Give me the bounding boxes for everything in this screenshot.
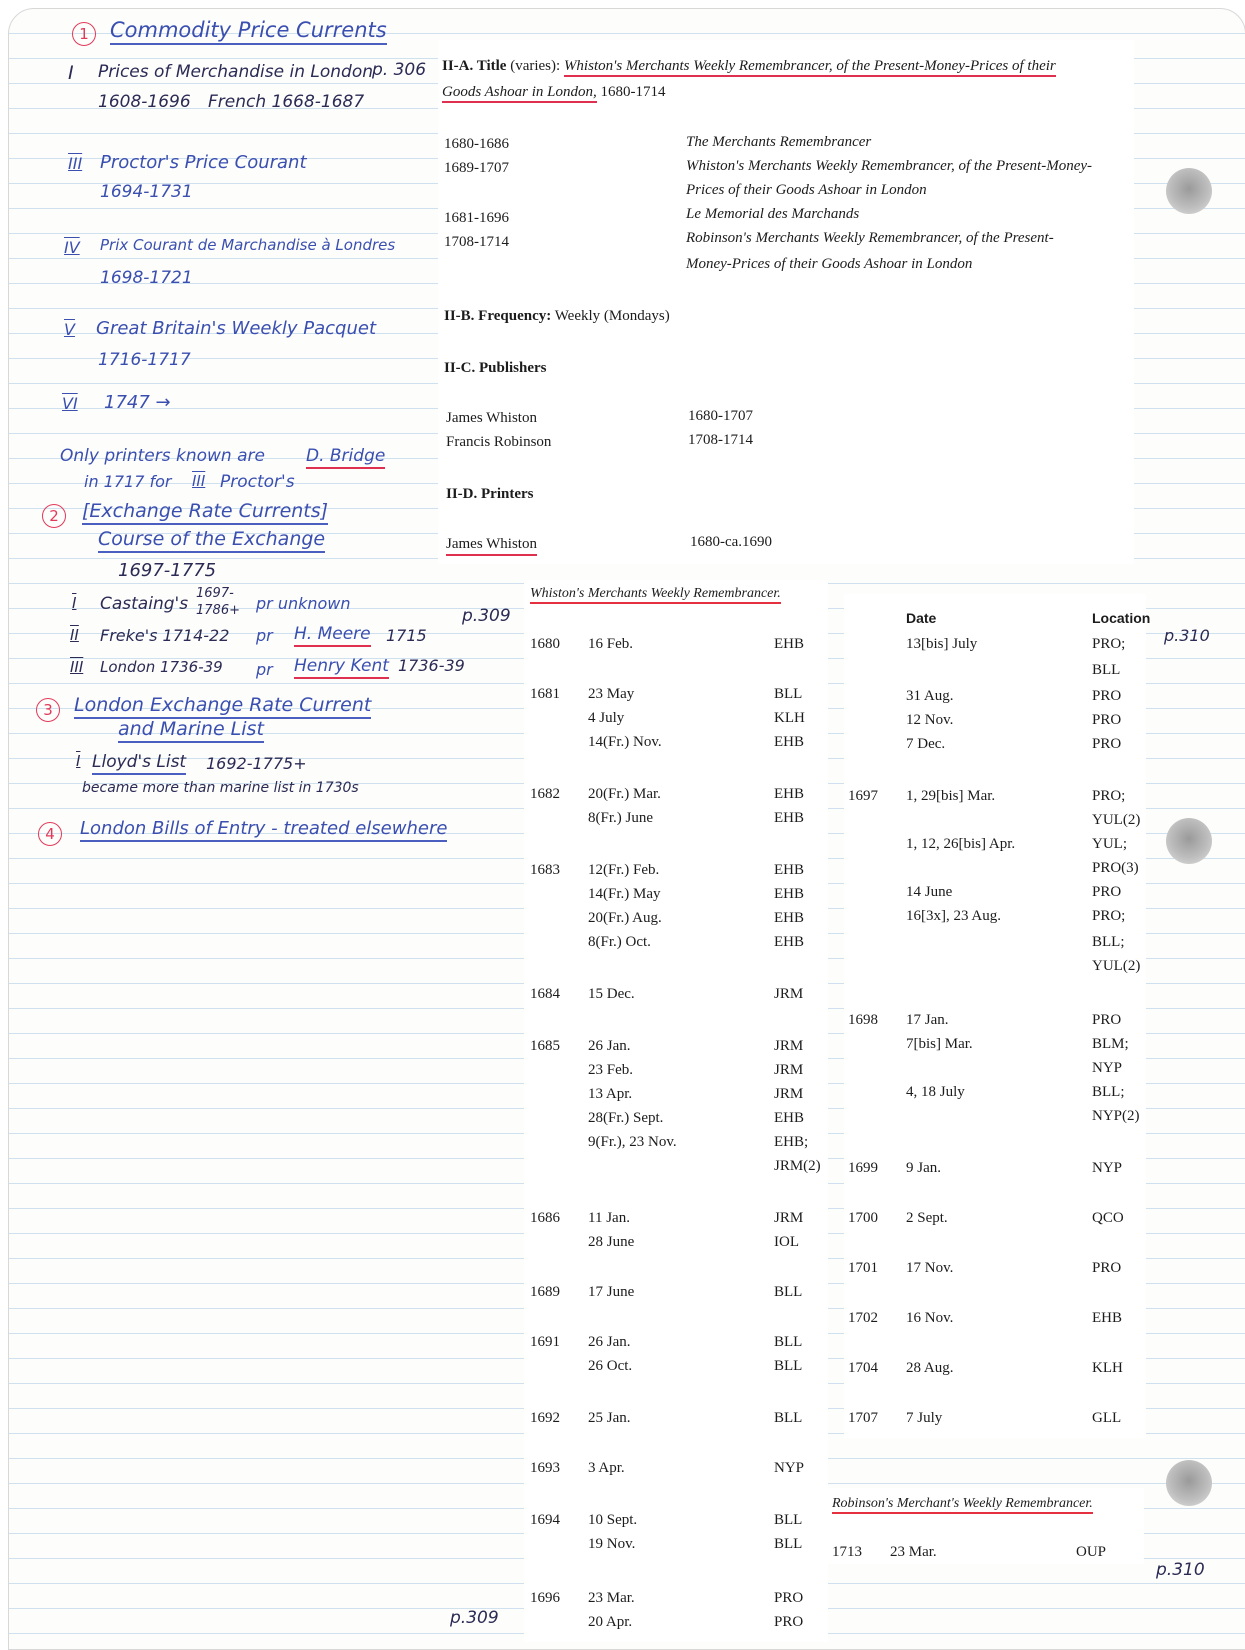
holdings-left-date: 14(Fr.) May (588, 886, 661, 902)
holdings-left-year: 1689 (530, 1284, 560, 1300)
french-dates: French 1668-1687 (208, 92, 365, 112)
dates-1716-1717: 1716-1717 (98, 350, 191, 370)
holdings-left-year: 1680 (530, 636, 560, 652)
holdings-left-loc: EHB (774, 786, 804, 802)
holdings-right-date: 28 Aug. (906, 1360, 954, 1376)
section-iia-title-italic-1: Whiston's Merchants Weekly Remembrancer, of the Present-Money-Prices of their (564, 58, 1056, 77)
holdings-right-year: 1707 (848, 1410, 878, 1426)
holdings-right-loc: QCO (1092, 1210, 1124, 1226)
lloyds-dates: 1692-1775+ (206, 754, 307, 773)
holdings-left-year: 1684 (530, 986, 560, 1002)
holdings-left-loc: EHB (774, 886, 804, 902)
heading-marine-list: and Marine List (118, 718, 264, 743)
holdings-right-loc: YUL(2) (1092, 812, 1141, 828)
holdings-left-year: 1683 (530, 862, 560, 878)
holdings-left-year: 1685 (530, 1038, 560, 1054)
frekes-roman: II (70, 626, 79, 644)
holdings-left-year: 1681 (530, 686, 560, 702)
printer-d-bridge: D. Bridge (306, 446, 385, 469)
holdings-right-loc: BLM; (1092, 1036, 1129, 1052)
holdings-left-loc: JRM (774, 1038, 804, 1054)
holdings-left-loc: PRO (774, 1614, 804, 1630)
holdings-right-loc: YUL; (1092, 836, 1127, 852)
dates-1608-1696: 1608-1696 (98, 92, 191, 112)
holdings-left-loc: EHB (774, 810, 804, 826)
holdings-right-loc: PRO; (1092, 636, 1126, 652)
binder-hole-bottom (1166, 1460, 1212, 1506)
holdings-left-date: 28(Fr.) Sept. (588, 1110, 664, 1126)
holdings-right-loc: PRO (1092, 1260, 1122, 1276)
holdings-right-date: 2 Sept. (906, 1210, 948, 1226)
great-britains-weekly-pacquet: Great Britain's Weekly Pacquet (96, 318, 377, 339)
binder-hole-middle (1166, 818, 1212, 864)
section-iia-varies: (varies): (506, 58, 564, 74)
publisher-years-1: 1708-1714 (688, 432, 753, 448)
holdings-right-date: 7 Dec. (906, 736, 946, 752)
holdings-left-loc: JRM (774, 1210, 804, 1226)
holdings-left-date: 20(Fr.) Aug. (588, 910, 662, 926)
holdings-left-year: 1696 (530, 1590, 560, 1606)
printers-note-proctors: Proctor's (220, 472, 295, 492)
holdings-right-loc: PRO (1092, 1012, 1122, 1028)
holdings-left-loc: KLH (774, 710, 805, 726)
holdings-right-col-location: Location (1092, 610, 1151, 626)
holdings-left-date: 15 Dec. (588, 986, 635, 1002)
holdings-right-loc: BLL; (1092, 934, 1125, 950)
heading-commodity-price-currents: Commodity Price Currents (110, 18, 387, 45)
holdings-right-loc: PRO (1092, 736, 1122, 752)
holdings-left-loc: IOL (774, 1234, 799, 1250)
holdings-left-title: Whiston's Merchants Weekly Remembrancer. (530, 586, 781, 604)
holdings-left-loc: JRM(2) (774, 1158, 821, 1174)
title-years-3: 1708-1714 (444, 234, 509, 250)
holdings-left-loc: JRM (774, 986, 804, 1002)
printer-h-meere: H. Meere (294, 624, 371, 647)
holdings-right-date: 12 Nov. (906, 712, 954, 728)
section-iia-title-italic-2: Goods Ashoar in London, (442, 84, 597, 103)
holdings-right-loc: PRO; (1092, 788, 1126, 804)
holdings-right-date: 17 Jan. (906, 1012, 949, 1028)
london-name: London 1736-39 (100, 658, 223, 676)
section-iid-label-text: II-D. Printers (446, 486, 534, 502)
holdings-left-date: 20(Fr.) Mar. (588, 786, 661, 802)
section-number-1: 1 (72, 22, 96, 46)
holdings-left-year: 1691 (530, 1334, 560, 1350)
binder-hole-top (1166, 168, 1212, 214)
holdings-right-loc: NYP(2) (1092, 1108, 1140, 1124)
holdings-left-loc: EHB (774, 1110, 804, 1126)
london-pr: pr (256, 660, 273, 679)
holdings-left-loc: BLL (774, 686, 803, 702)
holdings-right-year: 1700 (848, 1210, 878, 1226)
title-years-2: 1681-1696 (444, 210, 509, 226)
london-roman: III (70, 658, 84, 676)
section-number-4: 4 (38, 822, 62, 846)
holdings-right-date: 7[bis] Mar. (906, 1036, 973, 1052)
holdings-left-date: 26 Jan. (588, 1334, 631, 1350)
holdings-left-date: 16 Feb. (588, 636, 633, 652)
holdings-right-year: 1702 (848, 1310, 878, 1326)
prices-of-merchandise: Prices of Merchandise in London (98, 62, 373, 82)
holdings-right-loc: YUL(2) (1092, 958, 1141, 974)
holdings-right-date: 16[3x], 23 Aug. (906, 908, 1001, 924)
roman-numeral-iv: IV (64, 238, 80, 257)
section-iia-line1 (442, 58, 1056, 75)
holdings-right-loc: EHB (1092, 1310, 1122, 1326)
dates-1698-1721: 1698-1721 (100, 268, 193, 288)
lloyds-roman: I (76, 752, 81, 770)
robinson-title: Robinson's Merchant's Weekly Remembrancer. (832, 1496, 1093, 1514)
roman-numeral-vi: VI (62, 394, 78, 413)
holdings-right-date: 13[bis] July (906, 636, 978, 652)
holdings-left-loc: BLL (774, 1284, 803, 1300)
publisher-name-0: James Whiston (446, 410, 537, 426)
holdings-right-loc: PRO (1092, 688, 1122, 704)
section-iib-value: Weekly (Mondays) (551, 308, 670, 324)
lloyds-list: Lloyd's List (92, 752, 186, 775)
section-iic-label-text: II-C. Publishers (444, 360, 547, 376)
holdings-left-loc: EHB (774, 734, 804, 750)
holdings-right-col-date: Date (906, 610, 937, 626)
holdings-right-loc: NYP (1092, 1060, 1123, 1076)
section-number-2: 2 (42, 504, 66, 528)
printers-note-roman: III (192, 472, 206, 490)
holdings-right-loc: PRO; (1092, 908, 1126, 924)
heading-course-of-exchange: Course of the Exchange (98, 528, 325, 553)
holdings-right-date: 7 July (906, 1410, 943, 1426)
holdings-right-loc: PRO(3) (1092, 860, 1139, 876)
holdings-left-date: 13 Apr. (588, 1086, 633, 1102)
holdings-right-year: 1699 (848, 1160, 878, 1176)
publisher-name-1: Francis Robinson (446, 434, 552, 450)
heading-exchange-rate-currents: [Exchange Rate Currents] (82, 500, 328, 525)
holdings-left-loc: JRM (774, 1062, 804, 1078)
vi-1747: 1747 → (104, 392, 171, 413)
holdings-left-year: 1686 (530, 1210, 560, 1226)
roman-numeral-iii: III (68, 154, 83, 173)
section-iia-label: II-A. Title (442, 58, 507, 74)
heading-london-bills-of-entry: London Bills of Entry - treated elsewhere (80, 818, 447, 842)
title-years-0: 1680-1686 (444, 136, 509, 152)
section-iid-label (446, 486, 533, 503)
castaing-name: Castaing's (100, 594, 189, 614)
holdings-left-year: 1682 (530, 786, 560, 802)
title-name-3b: Money-Prices of their Goods Ashoar in London (686, 256, 973, 272)
castaing-dates-top: 1697- (196, 586, 234, 601)
holdings-left-loc: PRO (774, 1590, 804, 1606)
dates-1694-1731: 1694-1731 (100, 182, 193, 202)
holdings-left-date: 23 May (588, 686, 635, 702)
title-name-2: Le Memorial des Marchands (686, 206, 860, 222)
holdings-right-date: 1, 12, 26[bis] Apr. (906, 836, 1016, 852)
holdings-left-loc: EHB (774, 636, 804, 652)
holdings-right-year: 1704 (848, 1360, 878, 1376)
section-iib-label: II-B. Frequency: (444, 308, 552, 324)
holdings-left-date: 14(Fr.) Nov. (588, 734, 662, 750)
holdings-left-loc: NYP (774, 1460, 805, 1476)
holdings-right-date: 4, 18 July (906, 1084, 965, 1100)
page-ref-309-a: p.309 (462, 606, 511, 626)
lloyds-note: became more than marine list in 1730s (82, 780, 359, 796)
page-ref-306: p. 306 (372, 60, 427, 80)
publisher-years-0: 1680-1707 (688, 408, 753, 424)
holdings-right-date: 14 June (906, 884, 953, 900)
page-ref-309-bottom: p.309 (450, 1608, 499, 1628)
holdings-left-loc: BLL (774, 1358, 803, 1374)
holdings-left-date: 11 Jan. (588, 1210, 630, 1226)
h-meere-year: 1715 (386, 626, 427, 645)
holdings-left-year: 1693 (530, 1460, 560, 1476)
holdings-right-year: 1701 (848, 1260, 878, 1276)
title-name-1b: Prices of their Goods Ashoar in London (686, 182, 927, 198)
holdings-right-loc: NYP (1092, 1160, 1123, 1176)
holdings-left-date: 25 Jan. (588, 1410, 631, 1426)
holdings-left-year: 1694 (530, 1512, 560, 1528)
section-iia-dates: 1680-1714 (596, 84, 666, 100)
holdings-left-date: 9(Fr.), 23 Nov. (588, 1134, 677, 1150)
proctors-price-courant: Proctor's Price Courant (100, 152, 307, 173)
holdings-right-date: 1, 29[bis] Mar. (906, 788, 996, 804)
holdings-left-date: 12(Fr.) Feb. (588, 862, 660, 878)
holdings-left-date: 8(Fr.) Oct. (588, 934, 651, 950)
holdings-right-date: 9 Jan. (906, 1160, 941, 1176)
printers-note-line2: in 1717 for (84, 472, 172, 491)
holdings-left-loc: BLL (774, 1536, 803, 1552)
printer-name-0: James Whiston (446, 536, 537, 556)
page-ref-310-bottom: p.310 (1156, 1560, 1205, 1580)
printer-years-0: 1680-ca.1690 (690, 534, 773, 550)
holdings-left-date: 28 June (588, 1234, 635, 1250)
holdings-left-loc: EHB; (774, 1134, 809, 1150)
holdings-left-date: 23 Mar. (588, 1590, 635, 1606)
holdings-left-date: 3 Apr. (588, 1460, 625, 1476)
holdings-left-date: 8(Fr.) June (588, 810, 653, 826)
holdings-left-year: 1692 (530, 1410, 560, 1426)
frekes-pr: pr (256, 626, 273, 645)
page-ref-310-right: p.310 (1164, 626, 1210, 645)
holdings-right-year: 1698 (848, 1012, 878, 1028)
holdings-left-date: 4 July (588, 710, 625, 726)
holdings-left-date: 17 June (588, 1284, 635, 1300)
holdings-left-date: 10 Sept. (588, 1512, 638, 1528)
robinson-date-0: 23 Mar. (890, 1544, 937, 1560)
dates-1697-1775: 1697-1775 (118, 560, 217, 581)
title-name-0: The Merchants Remembrancer (686, 134, 872, 150)
holdings-left-date: 23 Feb. (588, 1062, 633, 1078)
holdings-left-date: 26 Jan. (588, 1038, 631, 1054)
holdings-right-year: 1697 (848, 788, 878, 804)
holdings-right-loc: BLL (1092, 662, 1121, 678)
holdings-left-date: 26 Oct. (588, 1358, 633, 1374)
holdings-right-loc: GLL (1092, 1410, 1122, 1426)
printers-note-line1: Only printers known are (60, 446, 265, 466)
section-number-3: 3 (36, 698, 60, 722)
castaing-roman: I (72, 594, 77, 612)
holdings-right-loc: PRO (1092, 884, 1122, 900)
castaing-printer-unknown: pr unknown (256, 594, 351, 613)
roman-numeral-v: V (64, 320, 75, 339)
holdings-right-date: 16 Nov. (906, 1310, 954, 1326)
holdings-left-loc: EHB (774, 910, 804, 926)
section-iib (444, 308, 670, 325)
holdings-left-date: 19 Nov. (588, 1536, 636, 1552)
robinson-loc-0: OUP (1076, 1544, 1107, 1560)
prix-courant: Prix Courant de Marchandise à Londres (100, 236, 396, 254)
holdings-right-date: 17 Nov. (906, 1260, 954, 1276)
title-name-3: Robinson's Merchants Weekly Remembrancer, of the Present- (686, 230, 1054, 246)
holdings-left-loc: JRM (774, 1086, 804, 1102)
printer-henry-kent: Henry Kent (294, 656, 389, 679)
printed-bibliography-header (438, 40, 1134, 564)
title-years-1: 1689-1707 (444, 160, 509, 176)
holdings-left-loc: EHB (774, 934, 804, 950)
holdings-right-date: 31 Aug. (906, 688, 954, 704)
holdings-left-loc: BLL (774, 1410, 803, 1426)
holdings-left-loc: BLL (774, 1334, 803, 1350)
holdings-left-loc: BLL (774, 1512, 803, 1528)
holdings-right-loc: PRO (1092, 712, 1122, 728)
section-iic-label (444, 360, 547, 377)
castaing-dates-bottom: 1786+ (196, 603, 240, 618)
frekes-name: Freke's 1714-22 (100, 626, 230, 645)
holdings-left-date: 20 Apr. (588, 1614, 633, 1630)
title-name-1: Whiston's Merchants Weekly Remembrancer, of the Present-Money- (686, 158, 1093, 174)
roman-numeral-i: I (68, 62, 74, 84)
holdings-right-loc: BLL; (1092, 1084, 1125, 1100)
section-iia-line2 (442, 84, 666, 101)
holdings-left-loc: EHB (774, 862, 804, 878)
heading-london-exchange-rate: London Exchange Rate Current (74, 694, 371, 719)
robinson-year-0: 1713 (832, 1544, 862, 1560)
henry-kent-years: 1736-39 (398, 656, 465, 675)
holdings-right-loc: KLH (1092, 1360, 1123, 1376)
